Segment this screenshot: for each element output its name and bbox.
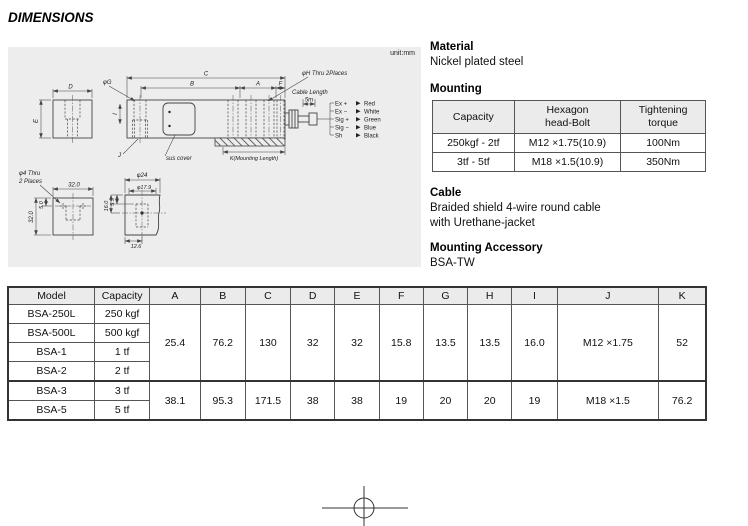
bolt-cell: M18 ×1.5(10.9) xyxy=(514,153,621,172)
wire-signal: Ex − xyxy=(335,109,348,116)
cable-length-label: Cable Length xyxy=(292,90,328,96)
col-f: F xyxy=(379,287,423,305)
flange-height-dim: 32.0 xyxy=(29,211,35,223)
material-value: Nickel plated steel xyxy=(430,56,524,68)
dim-cell-k: 52 xyxy=(659,305,706,382)
wire-signal: Sig − xyxy=(335,125,349,132)
dim-label-e: E xyxy=(33,118,40,124)
dim-cell-k: 76.2 xyxy=(659,381,706,420)
triangle-icon xyxy=(356,101,361,106)
col-model: Model xyxy=(8,287,94,305)
capacity-cell: 250kgf - 2tf xyxy=(433,134,515,153)
dim-label-d: D xyxy=(68,84,73,91)
flange-offset-dim: 5.0 xyxy=(39,201,45,209)
section-d2-dim: 16.0 xyxy=(104,200,110,212)
torque-cell: 100Nm xyxy=(621,134,706,153)
dim-cell-e: 32 xyxy=(335,305,379,382)
material-heading: Material xyxy=(430,41,474,53)
sus-cover-outline xyxy=(163,103,195,135)
dim-cell-d: 38 xyxy=(291,381,335,420)
dim-label-c: C xyxy=(203,71,209,78)
accessory-value: BSA-TW xyxy=(430,257,475,269)
dim-cell-g: 20 xyxy=(423,381,467,420)
bolt-cell: M12 ×1.75(10.9) xyxy=(514,134,621,153)
specs-column xyxy=(430,40,722,271)
dim-cell-e: 38 xyxy=(335,381,379,420)
section-outline xyxy=(125,195,160,235)
triangle-icon xyxy=(356,125,361,130)
dim-cell-c: 130 xyxy=(245,305,290,382)
col-e: E xyxy=(335,287,379,305)
dim-label-f: F xyxy=(278,81,283,88)
triangle-icon xyxy=(356,133,361,138)
mounting-col-bolt: Hexagon head-Bolt xyxy=(514,101,621,134)
col-capacity: Capacity xyxy=(94,287,149,305)
capacity-cell: 250 kgf xyxy=(94,305,149,324)
col-b: B xyxy=(200,287,245,305)
capacity-cell: 1 tf xyxy=(94,343,149,362)
wire-color: Red xyxy=(364,101,376,108)
dim-cell-h: 20 xyxy=(468,381,512,420)
dim-cell-a: 38.1 xyxy=(150,381,200,420)
table-row xyxy=(433,153,706,172)
model-cell: BSA-3 xyxy=(8,381,94,401)
section-d3-dim: 12.6 xyxy=(130,244,142,250)
mounting-heading: Mounting xyxy=(430,83,482,95)
cable-line1: Braided shield 4-wire round cable xyxy=(430,202,601,214)
col-i: I xyxy=(512,287,557,305)
cable-heading: Cable xyxy=(430,187,462,199)
mounting-col-capacity: Capacity xyxy=(433,101,515,134)
sus-cover-label: sus cover xyxy=(166,156,192,162)
dims-header-row xyxy=(8,287,706,305)
capacity-cell: 3tf - 5tf xyxy=(433,153,515,172)
wire-signal: Sh xyxy=(335,133,343,140)
table-row xyxy=(433,134,706,153)
dim-cell-i: 19 xyxy=(512,381,557,420)
flange-width-dim: 32.0 xyxy=(68,182,80,189)
capacity-cell: 500 kgf xyxy=(94,324,149,343)
cable-5m-label: 5m xyxy=(304,97,314,104)
detail-flange-note1: φ4 Thru xyxy=(19,171,41,177)
accessory-heading: Mounting Accessory xyxy=(430,242,543,254)
section-od-dim: φ24 xyxy=(136,173,148,179)
dim-cell-j: M18 ×1.5 xyxy=(557,381,659,420)
col-d: D xyxy=(291,287,335,305)
table-row xyxy=(8,381,706,401)
dim-cell-i: 16.0 xyxy=(512,305,557,382)
torque-cell: 350Nm xyxy=(621,153,706,172)
capacity-cell: 5 tf xyxy=(94,401,149,421)
dim-label-a: A xyxy=(255,81,261,88)
dimension-drawing-panel xyxy=(8,47,421,267)
wire-signal: Sig + xyxy=(335,117,349,124)
dim-cell-j: M12 ×1.75 xyxy=(557,305,659,382)
model-cell: BSA-250L xyxy=(8,305,94,324)
dim-cell-b: 95.3 xyxy=(200,381,245,420)
dim-cell-h: 13.5 xyxy=(468,305,512,382)
dim-cell-b: 76.2 xyxy=(200,305,245,382)
dim-label-j: J xyxy=(118,153,121,159)
model-cell: BSA-1 xyxy=(8,343,94,362)
dim-label-i: I xyxy=(113,113,119,115)
col-j: J xyxy=(557,287,659,305)
dim-cell-f: 15.8 xyxy=(379,305,423,382)
col-c: C xyxy=(245,287,290,305)
mounting-header-row xyxy=(433,101,706,134)
col-h: H xyxy=(468,287,512,305)
wire-color: Green xyxy=(364,117,381,124)
dim-cell-f: 19 xyxy=(379,381,423,420)
unit-label: unit:mm xyxy=(390,50,415,57)
mounting-col-torque: Tightening torque xyxy=(621,101,706,134)
body-outline xyxy=(127,100,285,138)
col-g: G xyxy=(423,287,467,305)
model-cell: BSA-2 xyxy=(8,362,94,382)
capacity-cell: 3 tf xyxy=(94,381,149,401)
technical-drawing xyxy=(8,47,421,267)
mounting-hatch xyxy=(215,138,285,146)
wire-color: Blue xyxy=(364,125,377,132)
dim-cell-d: 32 xyxy=(291,305,335,382)
capacity-cell: 2 tf xyxy=(94,362,149,382)
model-cell: BSA-5 xyxy=(8,401,94,421)
wire-color: Black xyxy=(364,133,379,140)
k-mounting-label: K(Mounting Length) xyxy=(229,156,279,162)
registration-mark xyxy=(322,486,408,526)
col-a: A xyxy=(150,287,200,305)
section-id-dim: φ17.9 xyxy=(136,185,152,191)
wire-color: White xyxy=(364,109,380,116)
dimensions-table xyxy=(7,286,707,421)
page-title: DIMENSIONS xyxy=(8,10,94,25)
mounting-table xyxy=(432,100,706,172)
dim-cell-c: 171.5 xyxy=(245,381,290,420)
section-d1-dim: 5.5 xyxy=(110,198,116,206)
col-k: K xyxy=(659,287,706,305)
triangle-icon xyxy=(356,109,361,114)
table-row xyxy=(8,305,706,324)
dim-label-b: B xyxy=(189,81,195,88)
model-cell: BSA-500L xyxy=(8,324,94,343)
triangle-icon xyxy=(356,117,361,122)
dim-cell-a: 25.4 xyxy=(150,305,200,382)
wire-signal: Ex + xyxy=(335,101,348,108)
dim-label-phi-g: φG xyxy=(103,80,112,86)
cable-line2: with Urethane-jacket xyxy=(430,217,535,229)
detail-flange-note2: 2 Places xyxy=(19,179,43,185)
dim-cell-g: 13.5 xyxy=(423,305,467,382)
dim-label-phi-h: φH Thru 2Places xyxy=(302,71,348,77)
